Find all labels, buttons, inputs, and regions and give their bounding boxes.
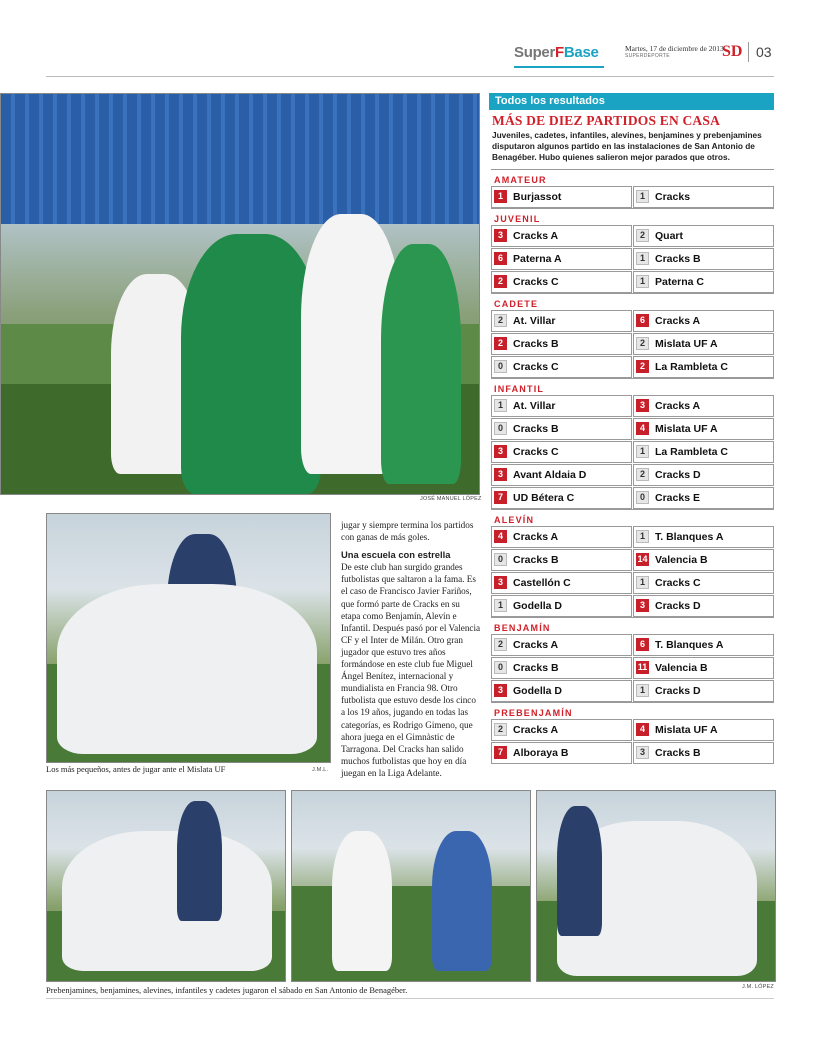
away-score: 11 [637, 662, 648, 672]
home-team-name: Paterna A [513, 253, 562, 265]
photo-credit: JOSÉ MANUEL LÓPEZ [420, 496, 482, 502]
away-score: 14 [637, 554, 648, 564]
home-team-name: Cracks A [513, 230, 559, 242]
away-team-name: Valencia B [655, 554, 708, 566]
away-score: 2 [636, 229, 649, 242]
home-score: 3 [494, 445, 507, 458]
home-score: 2 [494, 638, 507, 651]
away-team-cell [633, 549, 774, 571]
away-score: 1 [636, 190, 649, 203]
away-team-name: La Rambleta C [655, 446, 728, 458]
home-score: 2 [494, 337, 507, 350]
bottom-photo-team-small [46, 790, 286, 982]
match-row [491, 355, 774, 377]
home-score: 4 [494, 530, 507, 543]
away-team-cell [633, 356, 774, 378]
away-team-name: Quart [655, 230, 684, 242]
away-team-name: Cracks D [655, 685, 701, 697]
away-team-cell [633, 333, 774, 355]
home-team-name: At. Villar [513, 400, 556, 412]
home-team-cell [491, 464, 632, 486]
away-team-name: Cracks A [655, 400, 701, 412]
home-score: 1 [494, 599, 507, 612]
away-score: 2 [636, 360, 649, 373]
away-team-name: Cracks D [655, 469, 701, 481]
bottom-photo-team-large [536, 790, 776, 982]
away-team-cell [633, 526, 774, 548]
away-score: 3 [636, 599, 649, 612]
away-score: 6 [636, 314, 649, 327]
away-team-name: Mislata UF A [655, 724, 718, 736]
match-row [491, 247, 774, 269]
away-team-name: Cracks [655, 191, 691, 203]
away-team-cell [633, 186, 774, 208]
away-team-name: Cracks B [655, 253, 701, 265]
away-team-cell [633, 248, 774, 270]
player-green-kicking [181, 234, 321, 494]
home-team-cell [491, 418, 632, 440]
away-team-name: T. Blanques A [655, 531, 724, 543]
away-team-cell [633, 225, 774, 247]
match-row [491, 224, 774, 246]
home-team-name: Alboraya B [513, 747, 569, 759]
home-team-cell [491, 271, 632, 293]
results-category-header: BENJAMÍN [491, 617, 774, 631]
results-category-header: JUVENIL [491, 208, 774, 222]
match-row [491, 270, 774, 292]
home-team-name: Cracks B [513, 662, 559, 674]
home-team-cell [491, 634, 632, 656]
away-team-name: Mislata UF A [655, 423, 718, 435]
home-team-cell [491, 680, 632, 702]
results-category-header: ALEVÍN [491, 509, 774, 523]
match-row [491, 741, 774, 763]
team-photo-caption: Los más pequeños, antes de jugar ante el Mislata UF [46, 764, 226, 774]
page-number: 03 [756, 44, 772, 60]
home-team-cell [491, 186, 632, 208]
away-team-cell [633, 441, 774, 463]
home-team-cell [491, 310, 632, 332]
home-team-cell [491, 333, 632, 355]
home-team-name: Cracks A [513, 531, 559, 543]
home-score: 0 [494, 360, 507, 373]
home-team-name: Cracks A [513, 724, 559, 736]
home-team-cell [491, 549, 632, 571]
team-photo [46, 513, 331, 763]
match-row [491, 486, 774, 508]
away-team-name: Mislata UF A [655, 338, 718, 350]
home-team-cell [491, 719, 632, 741]
results-category-header: INFANTIL [491, 378, 774, 392]
home-score: 3 [494, 576, 507, 589]
home-team-cell [491, 248, 632, 270]
home-score: 2 [494, 275, 507, 288]
away-score: 1 [636, 684, 649, 697]
home-team-name: Godella D [513, 600, 563, 612]
bottom-photos-credit: J.M. LÓPEZ [742, 984, 774, 990]
home-team-cell [491, 441, 632, 463]
away-team-name: T. Blanques A [655, 639, 724, 651]
away-score: 2 [636, 468, 649, 481]
match-row [491, 332, 774, 354]
away-team-cell [633, 742, 774, 764]
coach [177, 801, 222, 921]
bottom-photos-caption: Prebenjamines, benjamines, alevines, infantiles y cadetes jugaron el sábado en San Antonio de Benagéber. [46, 985, 408, 995]
sd-logo: SD [722, 42, 749, 62]
stadium-stand [1, 94, 479, 224]
match-row [491, 718, 774, 740]
article-subhead: Una escuela con estrella [341, 549, 451, 561]
home-team-cell [491, 742, 632, 764]
away-team-cell [633, 572, 774, 594]
results-category-header: AMATEUR [491, 169, 774, 183]
article-paragraph: jugar y siempre termina los partidos con ganas de más goles. [341, 520, 474, 543]
results-category-header: CADETE [491, 293, 774, 307]
home-team-name: Cracks B [513, 423, 559, 435]
home-team-name: Cracks B [513, 554, 559, 566]
main-match-photo [0, 93, 480, 495]
match-row [491, 417, 774, 439]
home-score: 7 [494, 746, 507, 759]
home-score: 3 [494, 684, 507, 697]
away-score: 1 [636, 252, 649, 265]
brand-underline [514, 66, 604, 68]
home-team-name: Godella D [513, 685, 563, 697]
home-score: 0 [494, 553, 507, 566]
away-team-cell [633, 657, 774, 679]
home-score: 3 [494, 229, 507, 242]
away-team-cell [633, 395, 774, 417]
home-team-cell [491, 356, 632, 378]
home-team-cell [491, 595, 632, 617]
away-team-name: Cracks C [655, 577, 701, 589]
away-score: 3 [636, 746, 649, 759]
home-score: 1 [494, 190, 507, 203]
away-team-cell [633, 310, 774, 332]
footer-rule [46, 998, 774, 999]
away-team-name: Cracks A [655, 315, 701, 327]
issue-date: Martes, 17 de diciembre de 2013 [625, 44, 724, 53]
section-brand: SuperFBase [514, 44, 599, 61]
away-team-name: Cracks E [655, 492, 700, 504]
away-score: 6 [636, 638, 649, 651]
match-row [491, 679, 774, 701]
match-row [491, 463, 774, 485]
match-row [491, 525, 774, 547]
match-row [491, 185, 774, 207]
match-row [491, 633, 774, 655]
results-intro: Juveniles, cadetes, infantiles, alevines, benjamines y prebenjamines disputaron algunos partido en las instalaciones de San Antonio de Benagéber. Hubo quienes salieron mejor parados que otros. [492, 130, 762, 162]
home-team-name: Cracks C [513, 361, 559, 373]
home-team-cell [491, 572, 632, 594]
away-team-cell [633, 464, 774, 486]
home-team-name: Cracks A [513, 639, 559, 651]
match-row [491, 656, 774, 678]
home-team-name: Burjassot [513, 191, 562, 203]
away-team-name: La Rambleta C [655, 361, 728, 373]
results-header-bar: Todos los resultados [489, 93, 774, 110]
player-white [332, 831, 392, 971]
match-row [491, 548, 774, 570]
home-score: 0 [494, 422, 507, 435]
away-team-name: Cracks B [655, 747, 701, 759]
home-score: 6 [494, 252, 507, 265]
home-team-cell [491, 225, 632, 247]
article-column [341, 519, 481, 785]
away-team-cell [633, 271, 774, 293]
home-score: 7 [494, 491, 507, 504]
newspaper-name: SUPERDEPORTE [625, 53, 670, 59]
bottom-photo-match [291, 790, 531, 982]
kids-group [57, 584, 317, 754]
home-score: 0 [494, 661, 507, 674]
away-team-name: Valencia B [655, 662, 708, 674]
home-team-name: At. Villar [513, 315, 556, 327]
match-row [491, 394, 774, 416]
away-score: 1 [636, 530, 649, 543]
away-team-cell [633, 595, 774, 617]
player-blue [432, 831, 492, 971]
match-row [491, 571, 774, 593]
match-row [491, 440, 774, 462]
away-team-name: Cracks D [655, 600, 701, 612]
home-team-name: Cracks C [513, 276, 559, 288]
results-category-header: PREBENJAMÍN [491, 702, 774, 716]
away-team-cell [633, 719, 774, 741]
home-team-cell [491, 487, 632, 509]
away-team-cell [633, 634, 774, 656]
home-team-name: UD Bétera C [513, 492, 575, 504]
header-rule [46, 76, 774, 77]
home-score: 1 [494, 399, 507, 412]
home-score: 2 [494, 314, 507, 327]
home-team-cell [491, 395, 632, 417]
away-score: 3 [636, 399, 649, 412]
away-score: 4 [636, 422, 649, 435]
away-score: 1 [636, 275, 649, 288]
home-team-cell [491, 657, 632, 679]
away-team-cell [633, 487, 774, 509]
match-row [491, 594, 774, 616]
away-team-cell [633, 680, 774, 702]
away-score: 2 [636, 337, 649, 350]
away-score: 4 [636, 723, 649, 736]
away-score: 1 [636, 576, 649, 589]
away-score: 0 [636, 491, 649, 504]
results-title: MÁS DE DIEZ PARTIDOS EN CASA [492, 113, 721, 128]
home-team-name: Cracks C [513, 446, 559, 458]
home-team-cell [491, 526, 632, 548]
kids-group [62, 831, 272, 971]
article-paragraph: De este club han surgido grandes futbolistas que saltaron a la fama. Es el caso de Francisco Javier Fariños, que formó parte de Cracks en su etapa como Benjamín, Alevín e Infantil. Después pasó por el Valencia CF y el Inter de Milán. Otro gran jugador que estuvo tres años formándose en este club fue Miguel Ángel Benítez, internacional y mundialista en Francia 98. Otro futbolista que estuvo desde los cinco a los 19 años, jugando en todas las categorías, es Rodrigo Gimeno, que ahora juega en el Gimnàstic de Tarragona. Del Cracks han salido muchos futbolistas que hoy en día juegan en la Liga Adelante. [341, 562, 481, 778]
player-green [381, 244, 461, 484]
team-photo-credit: J.M.L. [312, 767, 329, 773]
away-team-name: Paterna C [655, 276, 705, 288]
home-score: 3 [494, 468, 507, 481]
home-team-name: Avant Aldaia D [513, 469, 587, 481]
match-row [491, 309, 774, 331]
away-team-cell [633, 418, 774, 440]
home-team-name: Castellón C [513, 577, 571, 589]
coach [557, 806, 602, 936]
away-score: 1 [636, 445, 649, 458]
home-score: 2 [494, 723, 507, 736]
home-team-name: Cracks B [513, 338, 559, 350]
